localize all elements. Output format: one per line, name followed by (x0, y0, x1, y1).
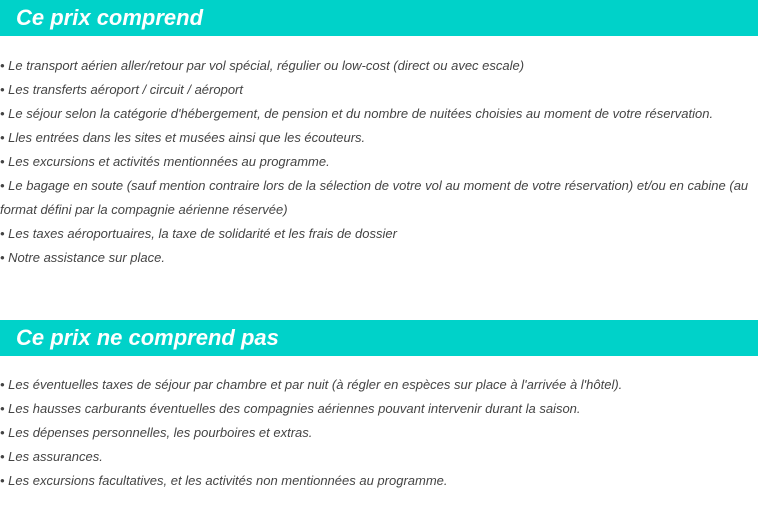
included-list (0, 36, 758, 270)
list-item: • Les excursions facultatives, et les activités non mentionnées au programme. (0, 473, 448, 488)
list-item: • Le séjour selon la catégorie d'hébergement, de pension et du nombre de nuitées choisies au moment de votre réservation. (0, 106, 714, 121)
list-item: • Les excursions et activités mentionnées au programme. (0, 154, 330, 169)
excluded-heading: Ce prix ne comprend pas (0, 320, 758, 356)
list-item: • Lles entrées dans les sites et musées ainsi que les écouteurs. (0, 130, 366, 145)
list-item: • Les éventuelles taxes de séjour par chambre et par nuit (à régler en espèces sur place à l'arrivée à l'hôtel). (0, 377, 623, 392)
excluded-section (0, 320, 758, 493)
list-item: • Notre assistance sur place. (0, 250, 165, 265)
list-item: • Les hausses carburants éventuelles des compagnies aériennes pouvant intervenir durant la saison. (0, 401, 581, 416)
included-heading: Ce prix comprend (0, 0, 758, 36)
excluded-list (0, 356, 758, 493)
list-item: • Les taxes aéroportuaires, la taxe de solidarité et les frais de dossier (0, 226, 397, 241)
list-item: • Le bagage en soute (sauf mention contraire lors de la sélection de votre vol au moment de votre réservation) et/ou en cabine (au format défini par la compagnie aérienne réservée) (0, 178, 749, 217)
list-item: • Le transport aérien aller/retour par vol spécial, régulier ou low-cost (direct ou avec escale) (0, 58, 525, 73)
list-item: • Les assurances. (0, 449, 103, 464)
list-item: • Les dépenses personnelles, les pourboires et extras. (0, 425, 313, 440)
list-item: • Les transferts aéroport / circuit / aéroport (0, 82, 243, 97)
